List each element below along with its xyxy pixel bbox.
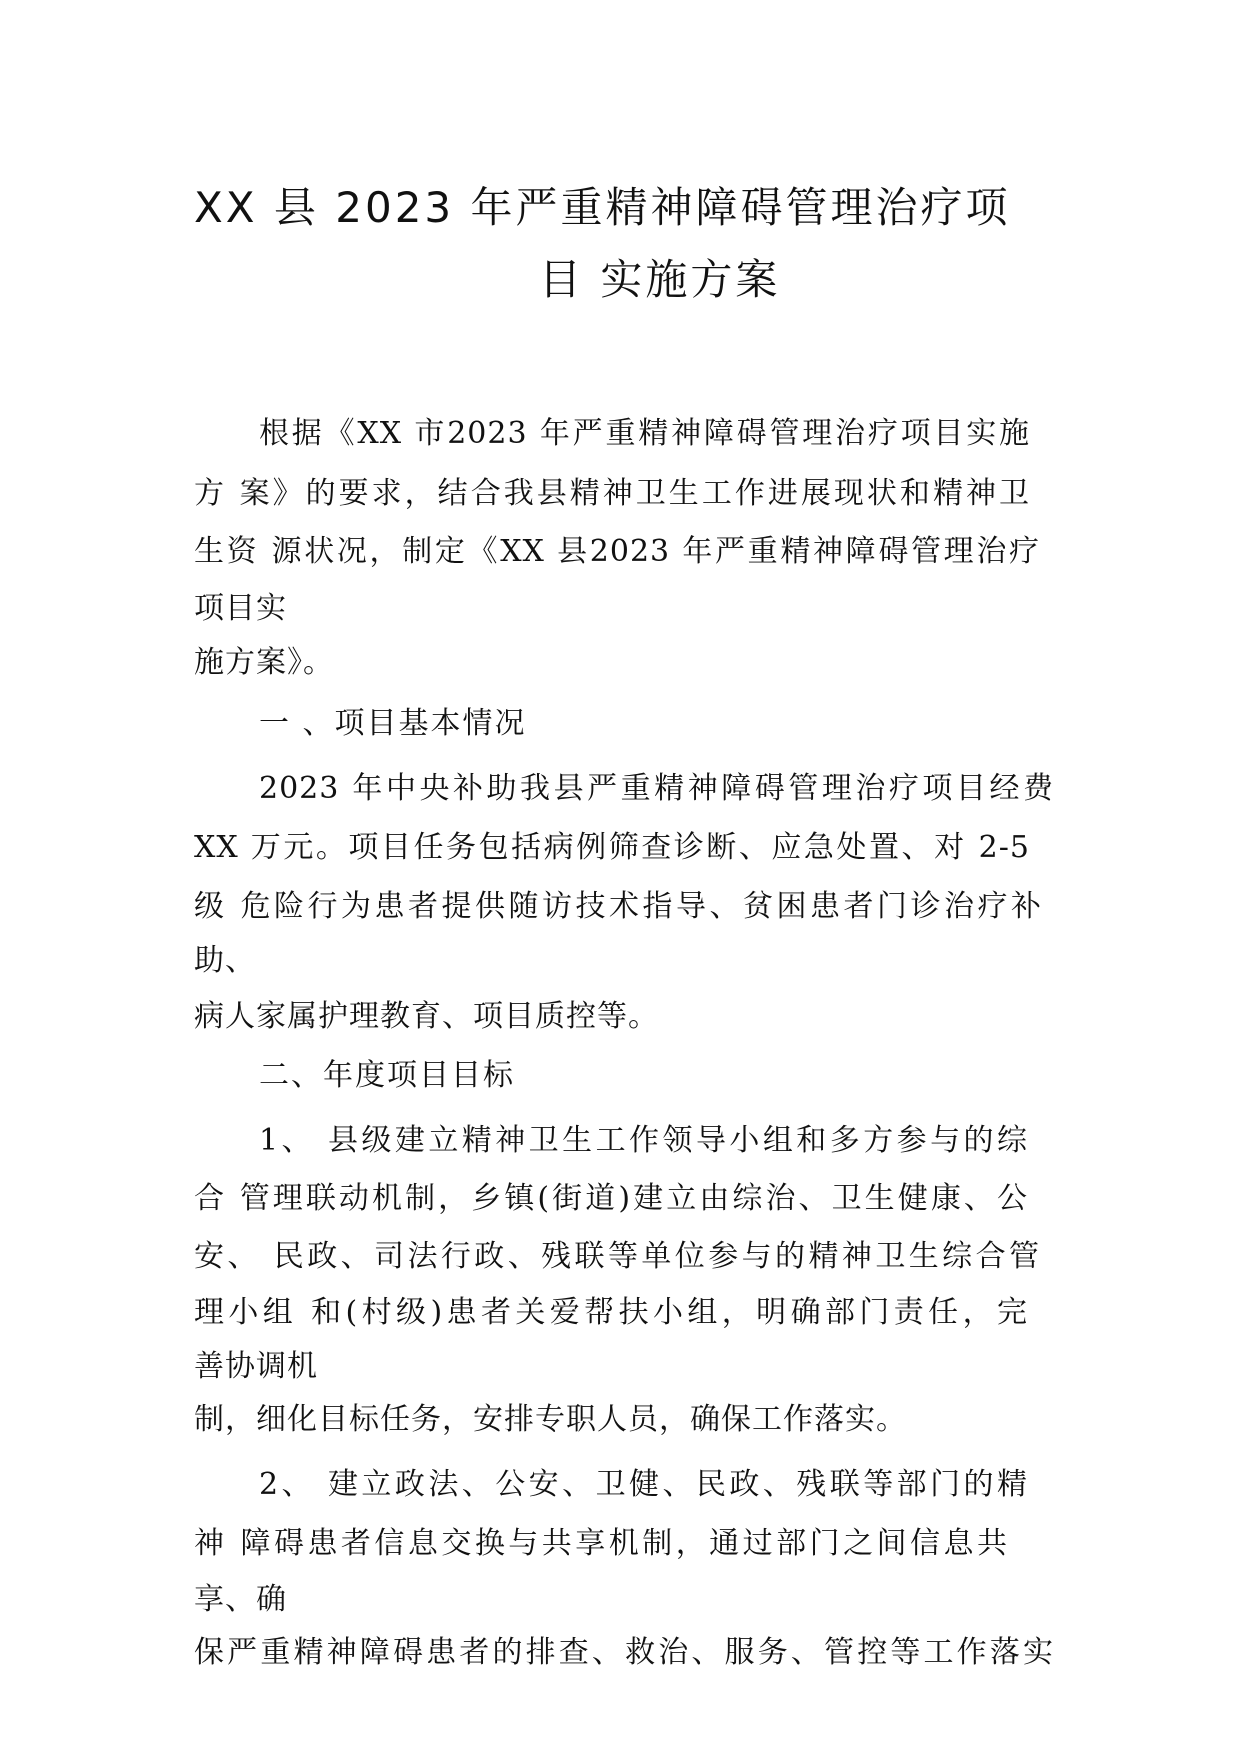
section1-line: 病人家属护理教育、项目质控等。 [194, 999, 659, 1034]
section1-line: XX 万元。项目任务包括病例筛查诊断、应急处置、对 2-5 [194, 830, 1030, 865]
intro-line: 施方案》。 [194, 645, 334, 680]
section1-line: 助、 [194, 943, 256, 978]
intro-line: 根据《XX 市2023 年严重精神障碍管理治疗项目实施 [259, 416, 1030, 451]
item2-line: 保严重精神障碍患者的排查、救治、服务、管控等工作落实 [194, 1635, 1054, 1670]
item1-line: 安、 民政、司法行政、残联等单位参与的精神卫生综合管 [194, 1239, 1040, 1274]
document-title-line-1: XX 县 2023 年严重精神障碍管理治疗项 [194, 183, 1011, 232]
section1-line: 2023 年中央补助我县严重精神障碍管理治疗项目经费 [259, 771, 1054, 806]
item1-line: 1、 县级建立精神卫生工作领导小组和多方参与的综 [259, 1123, 1028, 1158]
item1-line: 善协调机 [194, 1349, 318, 1384]
item1-line: 理小组 和(村级)患者关爱帮扶小组，明确部门责任，完 [194, 1295, 1028, 1330]
section-heading: 二、年度项目目标 [259, 1058, 515, 1093]
section1-line: 级 危险行为患者提供随访技术指导、贫困患者门诊治疗补 [194, 889, 1042, 924]
item1-line: 合 管理联动机制，乡镇(街道)建立由综治、卫生健康、公 [194, 1181, 1028, 1216]
section-heading: 一 、项目基本情况 [259, 706, 527, 741]
item2-line: 神 障碍患者信息交换与共享机制，通过部门之间信息共 [194, 1526, 1008, 1561]
intro-line: 项目实 [194, 591, 287, 626]
intro-line: 方 案》的要求，结合我县精神卫生工作进展现状和精神卫 [194, 476, 1030, 511]
item2-line: 2、 建立政法、公安、卫健、民政、残联等部门的精 [259, 1467, 1028, 1502]
item1-line: 制，细化目标任务，安排专职人员，确保工作落实。 [194, 1402, 907, 1437]
intro-line: 生资 源状况，制定《XX 县2023 年严重精神障碍管理治疗 [194, 534, 1040, 569]
item2-line: 享、确 [194, 1582, 287, 1617]
document-title-line-2: 目 实施方案 [539, 255, 781, 304]
